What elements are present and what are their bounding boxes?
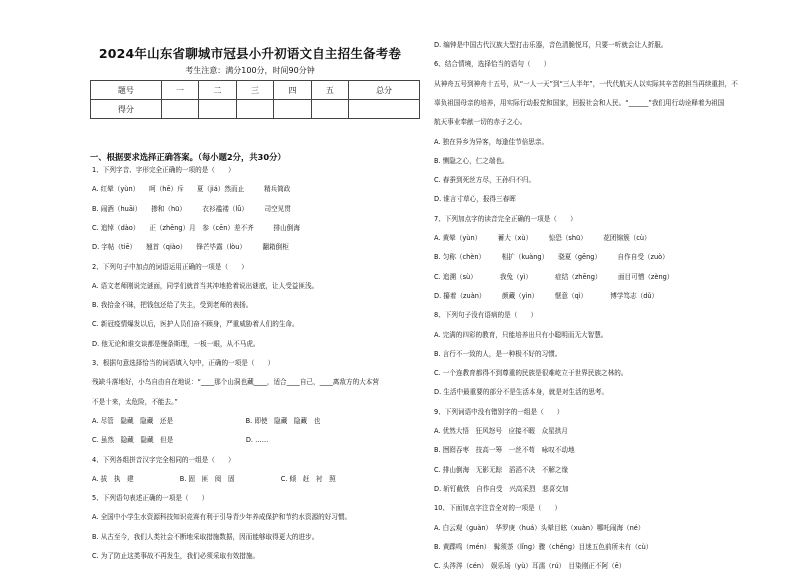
question-line: B. 囫囵吞枣 技高一筹 一丝不苟 咏叹不动地 (434, 446, 575, 455)
question-line: D. 攥着（zuàn） 颜藏（yìn） 惬意（qì） 博学笃志（dǔ） (434, 291, 659, 300)
section-heading: 一、根据要求选择正确答案。（每小题2分，共30分） (90, 152, 286, 162)
question-line: 航天事业奉献一切的赤子之心。 (434, 118, 527, 127)
score-header-cell: 四 (274, 81, 311, 100)
question-line: 从神舟五号到神舟十五号，从“一人一天”到“三人半年”，一代代航天人以实际其辛苦的担当再续重担，不 (434, 79, 738, 88)
question-stem: 9、下列词语中没有错别字的一组是（ ） (434, 407, 564, 416)
question-line: A. 完满的四彩的教育，只能培养出只有小聪明而无大智慧。 (434, 330, 608, 339)
question-line: A. 拔 执 建 B. 固 匪 阅 固 C. 倾 赶 衬 照 (92, 474, 336, 483)
score-row-label: 得分 (91, 100, 162, 119)
page-title: 2024年山东省聊城市冠县小升初语文自主招生备考卷 (98, 46, 402, 61)
exam-notice: 考生注意：满分100分，时间90分钟 (185, 66, 315, 75)
question-line: D. 斩钉截铁 自作自受 兴高采烈 悲喜交加 (434, 484, 569, 493)
question-line: C. 追溯（sù） 我兔（yì） 症结（zhēng） 面目可憎（zèng） (434, 272, 674, 281)
question-line: A. 独在异乡为异客，每逢佳节倍思亲。 (434, 137, 549, 146)
question-stem: 8、下列句子没有语病的是（ ） (434, 311, 538, 320)
question-line: C. 新冠疫情爆发以后，医护人员们奋不顾身，严重威胁着人们的生命。 (92, 320, 299, 329)
question-stem: 4、下列各组拼音汉字完全相同的一组是（ ） (92, 455, 235, 464)
question-line: D. 谁言寸草心，报得三春晖 (434, 195, 516, 204)
question-stem: 5、下列语句表述正确的一项是（ ） (92, 494, 209, 503)
question-line: B. 黄蹀鸣（mén） 髯须荼（lǐng）骤（chěng）目迷五色前所未有（cù） (434, 542, 653, 551)
question-line: A. 黄晕（yùn） 蓄大（xù） 惊恐（shū） 花团锦簇（cù） (434, 234, 651, 242)
score-cell[interactable] (274, 100, 311, 119)
question-line: A. 红晕（yùn） 呵（hē）斥 夏（jiá）然而止 精兵简政 (92, 185, 291, 194)
question-stem: 1、下列字音、字形完全正确的一项的是（ ） (92, 166, 235, 174)
score-header-cell: 三 (236, 81, 273, 100)
question-stem: 2、下列句子中加点的词语运用正确的一项是（ ） (92, 262, 248, 271)
question-line: C. 排山倒海 无影无踪 滔滔不决 不解之缘 (434, 465, 569, 474)
score-cell[interactable] (311, 100, 348, 119)
question-line: C. 春蚕到死丝方尽，王孙归不归。 (434, 176, 536, 185)
question-line: C. 头涔涔（cén） 娱乐场（yù）耳濡（rú） 目染刚正不阿（ē） (434, 562, 626, 571)
question-line: B. 匀称（chèn） 相扩（kuàng） 骁夏（gēng） 自作自受（zuò） (434, 253, 669, 262)
question-line: C. 追悼（dào） 正（zhēng）月 参（cēn）差不齐 排山倒海 (92, 223, 300, 232)
question-line: B. 从古至今，我们人类社会不断地采取措施数据，因而能够取得更大的进步。 (92, 532, 319, 541)
question-line: B. 言行不一致的人，是一种极不好的习惯。 (434, 349, 562, 358)
score-header-cell: 题号 (91, 81, 162, 100)
question-line: A. 白云观（guàn） 华罗庚（huá）头晕目眩（xuàn）哪吒闹海（né） (434, 523, 645, 532)
question-line: 辜负祖国母亲的培养，用实际行动报党和国家，回报社会和人民。“______”我们用行动诠释着为祖国 (434, 98, 725, 107)
score-cell[interactable] (199, 100, 236, 119)
question-line: D. 生活中最重要的部分不是生活本身，就是对生活的思考。 (434, 388, 609, 397)
score-header-cell: 五 (311, 81, 348, 100)
score-header-cell: 总分 (349, 81, 420, 100)
question-line: D. 编钟是中国古代汉族大型打击乐器，音色清脆悦耳，只要一听就会让人折服。 (434, 41, 668, 49)
question-stem: 10、下面加点字注音全对的一项是（ ） (434, 504, 562, 513)
score-cell[interactable] (349, 100, 420, 119)
score-header-cell: 一 (161, 81, 198, 100)
question-line: 不是十来，太危险，不能去。” (92, 397, 178, 406)
score-header-cell: 二 (199, 81, 236, 100)
score-table-header-row (91, 81, 420, 100)
score-cell[interactable] (236, 100, 273, 119)
question-line: C. 虽然 隐藏 隐藏 但是 D. …… (92, 436, 269, 445)
score-table-score-row (91, 100, 420, 119)
question-line: 残缺斗落地好，小鸟自由自在地说：“____那个山洞也藏____，适合____自己，____离敌方的大本营 (92, 378, 379, 387)
question-line: A. 语文老师刚说完谜面，同学们就首当其冲地抢着说出谜底，让人受益匪浅。 (92, 281, 319, 290)
question-line: A. 全国中小学生水资源科技知识竞赛有利于引导青少年养成保护和节约水资源的好习惯。 (92, 513, 352, 522)
question-stem: 6、结合情境，选择恰当的语句（ ） (434, 60, 551, 69)
question-line: D. 他无论和谁交谈都是慢条斯理，一板一眼，从不马虎。 (92, 339, 260, 348)
score-table (90, 80, 420, 119)
question-line: A. 尽管 隐藏 隐藏 还是 B. 即使 隐藏 隐藏 也 (92, 416, 321, 425)
question-line: B. 恻隐之心，仁之端也。 (434, 156, 509, 165)
question-line: D. 字帖（tiē） 翘首（qiào） 锋芒毕露（lòu） 翻箱倒柜 (92, 243, 289, 252)
question-line: A. 优然大悟 狂风怒号 应接不暇 众星拱月 (434, 427, 568, 435)
question-line: C. 为了防止这类事故不再发生，我们必须采取有效措施。 (92, 552, 260, 560)
question-stem: 7、下列加点字的读音完全正确的一项是（ ） (434, 214, 577, 223)
score-cell[interactable] (161, 100, 198, 119)
question-line: B. 我拾金不昧，把钱包还给了失主，受到老师的表扬。 (92, 301, 253, 310)
question-line: B. 闹酒（huāi） 掺和（hū） 衣衫褴褛（lǚ） 司空见贯 (92, 204, 291, 213)
question-stem: 3、根据句意选择恰当的词语填入句中，正确的一项是（ ） (92, 359, 275, 367)
question-line: C. 一个连教育都得不到尊重的民族是很难屹立于世界民族之林的。 (434, 369, 628, 378)
